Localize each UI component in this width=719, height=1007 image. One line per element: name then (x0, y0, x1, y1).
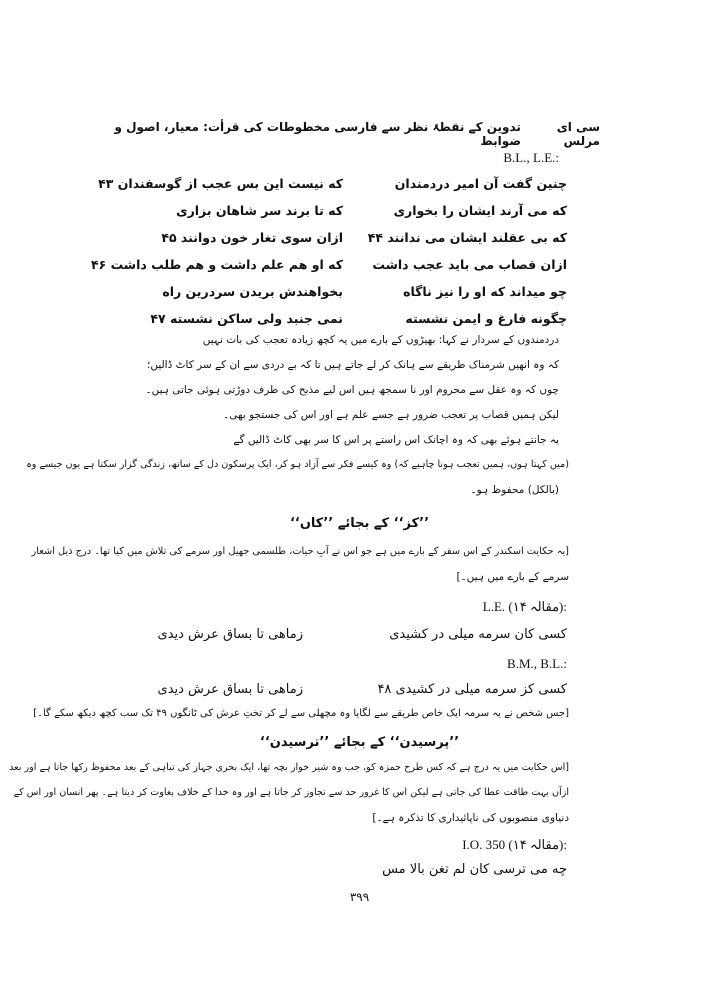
page-number: ۳۹۹ (349, 890, 370, 904)
verse-1-right: چنین گفت آن امیر دردمندان (394, 176, 567, 191)
sigla-line: L.E. (مقالہ ۱۴): (482, 599, 567, 614)
verse-5-right: چو میداند که او را نیز ناگاه (403, 284, 567, 299)
verse-1-left: که نیست این بس عجب از گوسفندان ۴۳ (98, 176, 343, 191)
paragraph-line: یہ جانتے ہوئے بھی کہ وہ اچانک اس راستے پر اس کا سر بھی کاٹ ڈالیں گے (233, 434, 559, 446)
running-header (95, 120, 600, 148)
section-heading: ’’پرسیدن‘‘ کے بجائے ’’ترسیدن‘‘ (259, 735, 460, 750)
section-heading: ’’کز‘‘ کے بجائے ’’کاں‘‘ (289, 516, 430, 531)
verse-3-left: ازان سوی تغار خون دوانند ۴۵ (161, 230, 343, 245)
paragraph-line: ازآں بہت طاقت عطا کی جاتی ہے لیکن اس کا غرور حد سے تجاوز کر جاتا ہے اور وہ خدا کے خلاف بغاوت کر دیتا ہے۔ پھر انسان اور اس کے (13, 787, 569, 798)
paragraph-line: دنیاوی منصوبوں کی ناپائیداری کا تذکرہ ہے۔] (372, 812, 569, 824)
paragraph-line: کہ وہ انھیں شرمناک طریقے سے ہانک کر لے جاتے ہیں تا کہ بے دردی سے ان کے سر کاٹ ڈالیں؛ (146, 359, 559, 371)
paragraph-line: [یہ حکایت اسکندر کے اس سفر کے بارے میں ہے جو اس نے آبِ حیات، طلسمی جھیل اور سرمے کی تلاش میں کیا تھا۔ درج ذیل اشعار (31, 546, 569, 557)
verse-left: زماهی تا بساق عرش دیدی (157, 682, 303, 697)
header-author: سی ای مرلس (556, 120, 600, 148)
verse-4-right: ازان قصاب می باید عجب داشت (372, 257, 567, 272)
verse-line: چه می ترسی کان لم تغن بالا مس (382, 862, 567, 877)
sigla-line: I.O. 350 (مقالہ ۱۴): (462, 837, 567, 852)
paragraph-line: [اس حکایت میں یہ درج ہے کہ کس طرح حمزہ کو، جب وہ شیر خوار بچہ تھا، ایک بحری جہاز کی تباہی کے بعد محفوظ رکھا جاتا ہے اور بعد (9, 762, 569, 773)
sigla-line: B.L., L.E.: (503, 150, 559, 165)
paragraph-line: چوں کہ وہ عقل سے محروم اور نا سمجھ ہیں اس لیے مذبح کی طرف دوڑتی ہوئی جاتی ہیں۔ (145, 384, 559, 396)
paragraph-line: (بالکل) محفوظ ہو۔ (470, 484, 559, 496)
sigla-line: B.M., B.L.: (507, 656, 567, 671)
verse-left: زماهی تا بساق عرش دیدی (157, 627, 303, 642)
paragraph-line: سرمے کے بارے میں ہیں۔] (456, 571, 569, 583)
verse-4-left: که او هم علم داشت و هم طلب داشت ۴۶ (90, 257, 343, 272)
verse-5-left: بخواهندش بریدن سردرین راه (162, 284, 343, 299)
header-title: تدوین کے نقطۂ نظر سے فارسی مخطوطات کی قرأت: معیار، اصول و ضوابط (114, 120, 521, 148)
verse-3-right: که بی عقلند ایشان می ندانند ۴۴ (367, 230, 567, 245)
paragraph-line: دردمندوں کے سردار نے کہا: بھیڑوں کے بارے میں یہ کچھ زیادہ تعجب کی بات نہیں (202, 334, 559, 346)
paragraph-line: لیکن ہمیں قصاب پر تعجب ضرور ہے جسے علم ہے اور اس کی جستجو بھی۔ (223, 409, 559, 421)
note-line: [جس شخص نے یہ سرمہ ایک خاص طریقے سے لگایا وہ مچھلی سے لے کر تختِ عرش کی ٹانگوں ۴۹ تک سب کچھ دیکھ سکے گا۔] (33, 708, 569, 719)
verse-2-left: که تا برند سر شاهان بزاری (176, 203, 343, 218)
verse-right: کسی کز سرمه میلی در کشیدی ۴۸ (377, 682, 567, 697)
verse-2-right: که می آرند ایشان را بخواری (393, 203, 567, 218)
paragraph-line: (میں کہتا ہوں، ہمیں تعجب ہونا چاہیے کہ) وہ کیسے فکر سے آزاد ہو کر، ایک پرسکون دل کے ساتھ، زندگی گزار سکتا ہے یوں جیسے وہ (26, 459, 569, 470)
verse-right: کسی کان سرمه میلی در کشیدی (389, 627, 567, 642)
verse-6-right: چگونه فارغ و ایمن نشسته (405, 311, 567, 326)
verse-6-left: نمی جنبد ولی ساکن نشسته ۴۷ (150, 311, 343, 326)
